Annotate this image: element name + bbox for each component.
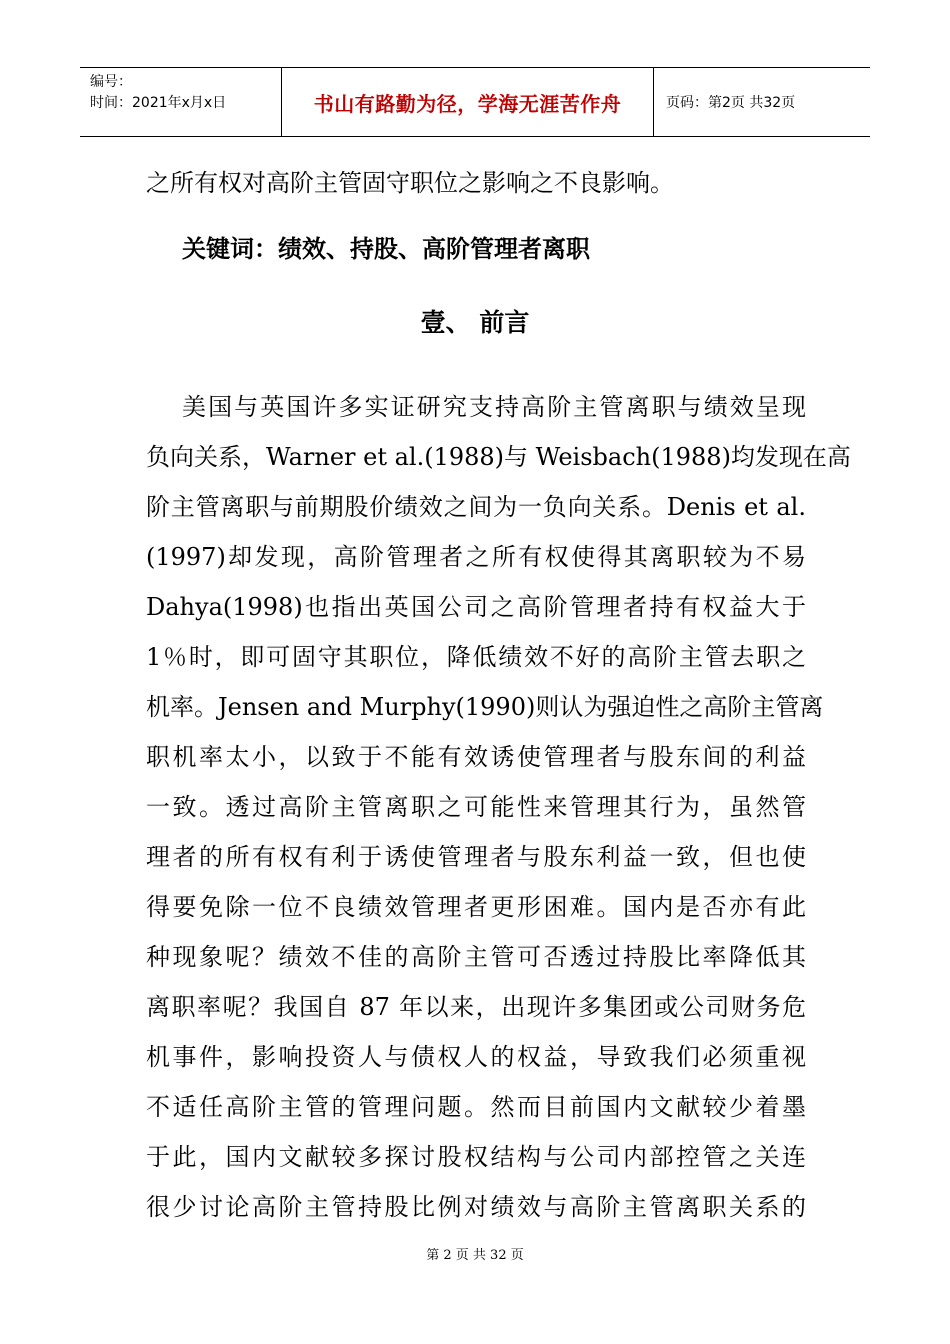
paragraph-line: 理者的所有权有利于诱使管理者与股东利益一致，但也使	[146, 843, 806, 871]
keywords-line: 关键词：绩效、持股、高阶管理者离职	[182, 235, 590, 263]
page-footer: 第 2 页 共 32 页	[426, 1248, 524, 1263]
paragraph-line: 机事件，影响投资人与债权人的权益，导致我们必须重视	[146, 1043, 806, 1071]
intro-tail-line: 之所有权对高阶主管固守职位之影响之不良影响。	[146, 169, 674, 197]
document-header	[80, 67, 870, 137]
header-meta	[80, 68, 282, 136]
paragraph-line: 离职率呢？我国自 87 年以来，出现许多集团或公司财务危	[146, 993, 806, 1021]
paragraph-line: 阶主管离职与前期股价绩效之间为一负向关系。Denis et al.	[146, 493, 806, 521]
paragraph-line: 职机率太小，以致于不能有效诱使管理者与股东间的利益	[146, 743, 806, 771]
paragraph-line: 负向关系，Warner et al.(1988)与 Weisbach(1988)均发现在高	[146, 443, 851, 471]
paragraph-line: 很少讨论高阶主管持股比例对绩效与高阶主管离职关系的	[146, 1193, 806, 1221]
paragraph-line: 一致。透过高阶主管离职之可能性来管理其行为，虽然管	[146, 793, 806, 821]
paragraph-line: 美国与英国许多实证研究支持高阶主管离职与绩效呈现	[182, 393, 806, 421]
paragraph-line: 机率。Jensen and Murphy(1990)则认为强迫性之高阶主管离	[146, 693, 824, 721]
header-time-label: 时间：2021年x月x日	[90, 95, 227, 111]
paragraph-line: 不适任高阶主管的管理问题。然而目前国内文献较少着墨	[146, 1093, 806, 1121]
header-motto: 书山有路勤为径，学海无涯苦作舟	[282, 68, 654, 136]
paragraph-line: (1997)却发现，高阶管理者之所有权使得其离职较为不易	[146, 543, 806, 571]
body-paragraph	[146, 382, 851, 1232]
paragraph-line: 种现象呢？绩效不佳的高阶主管可否透过持股比率降低其	[146, 943, 806, 971]
paragraph-line: 1％时，即可固守其职位，降低绩效不好的高阶主管去职之	[146, 643, 806, 671]
paragraph-line: Dahya(1998)也指出英国公司之高阶管理者持有权益大于	[146, 593, 806, 621]
header-page-info: 页码：第2页 共32页	[666, 95, 796, 111]
paragraph-line: 于此，国内文献较多探讨股权结构与公司内部控管之关连	[146, 1143, 806, 1171]
paragraph-line: 得要免除一位不良绩效管理者更形困难。国内是否亦有此	[146, 893, 806, 921]
section-title: 壹、 前言	[420, 308, 530, 337]
intro-tail-block	[146, 158, 806, 208]
header-number-label: 编号：	[90, 74, 132, 90]
